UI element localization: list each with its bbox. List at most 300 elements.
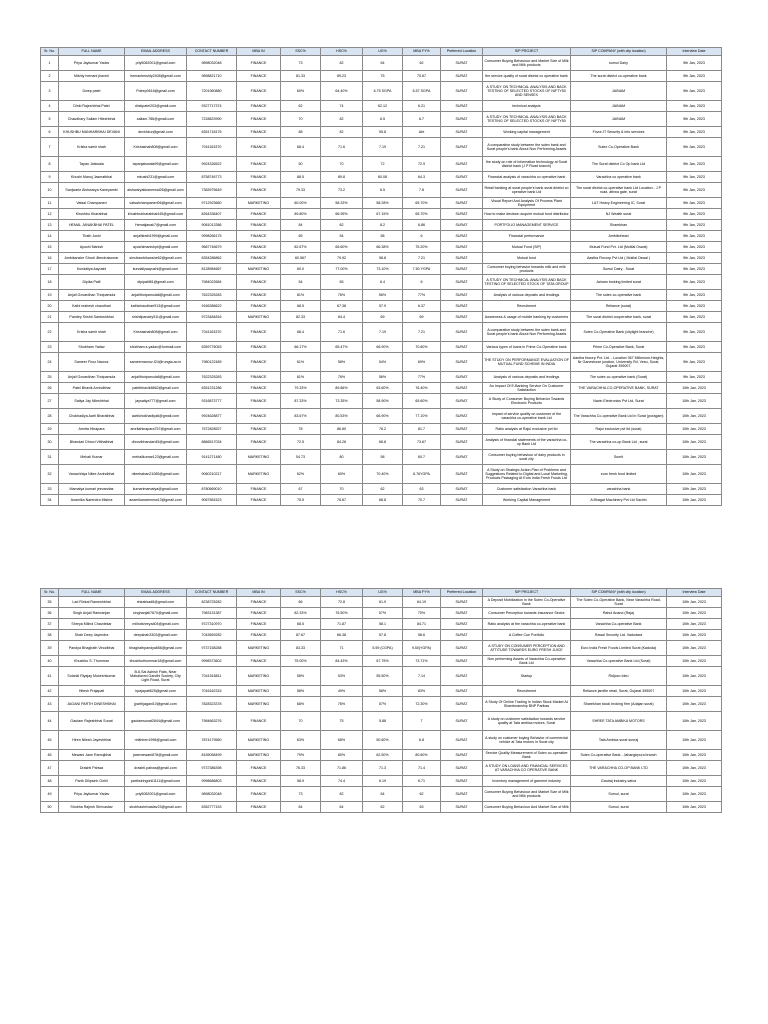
cell-sr-no: 28 — [41, 409, 59, 424]
cell-hsc-percent: 65.47% — [321, 342, 363, 353]
cell-ssc-percent: 66.17% — [281, 342, 321, 353]
cell-mba-fy-percent: 7.14 — [403, 667, 441, 686]
cell-ug-percent: 6.5 — [363, 112, 403, 127]
cell-full-name: Dipika Patil — [59, 275, 125, 290]
cell-contact-number: 8866517034 — [187, 435, 237, 450]
cell-hsc-percent: 64 — [321, 802, 363, 813]
cell-interview-date: 10th Jan, 2023 — [667, 712, 722, 731]
cell-hsc-percent: 54 — [321, 231, 363, 242]
cell-full-name: Anjali Govardhan Thotpamula — [59, 372, 125, 383]
cell-sip-project: A Study of Consumer Buying Behavior Towards Electronic Products — [483, 394, 571, 409]
cell-full-name: Chokhadiya Aarti Bharatbhai — [59, 409, 125, 424]
cell-sr-no: 46 — [41, 750, 59, 761]
table-row — [41, 686, 722, 697]
cell-preferred-location: SURAT — [441, 253, 483, 264]
cell-mba-in: FINANCE — [237, 630, 281, 641]
header-interview-date: Interview Date — [667, 48, 722, 56]
cell-preferred-location: SURAT — [441, 183, 483, 198]
table-row — [41, 242, 722, 253]
cell-interview-date: 10th Jan, 2023 — [667, 686, 722, 697]
cell-sip-company: The surat district co-operative bank Ltd Location - J P road, athwa gate, surat — [571, 183, 667, 198]
cell-full-name: Drashti Pahwa — [59, 761, 125, 776]
cell-interview-date: 10th Jan, 2023 — [667, 641, 722, 656]
cell-full-name: Dwep patel — [59, 82, 125, 101]
cell-preferred-location: SURAT — [441, 264, 483, 275]
cell-ug-percent: 6.5 — [363, 183, 403, 198]
cell-email-address: amritahinapara757@gmail.com — [125, 424, 187, 435]
table-row — [41, 761, 722, 776]
cell-sip-company: The sutex co-operative bank (Surat) — [571, 372, 667, 383]
cell-interview-date: 9th Jan, 2023 — [667, 323, 722, 342]
cell-email-address: aishwaryakkanerwal26@gmail.com — [125, 183, 187, 198]
table-row — [41, 597, 722, 608]
table-row — [41, 231, 722, 242]
cell-contact-number: 9712923660 — [187, 198, 237, 209]
table-row — [41, 372, 722, 383]
cell-preferred-location: SURAT — [441, 198, 483, 209]
cell-sip-company: Varachha Co-operative Bank Ltd (Surat) — [571, 656, 667, 667]
cell-email-address: anamikanarenmw13@gmail.com — [125, 495, 187, 506]
cell-interview-date: 10th Jan, 2023 — [667, 409, 722, 424]
cell-sip-project: Service Quality Measurement of Sutex co-operative Bank — [483, 750, 571, 761]
cell-interview-date: 9th Jan, 2023 — [667, 56, 722, 71]
cell-full-name: Lad Rinkal Rameshbhai — [59, 597, 125, 608]
cell-full-name: Mewani Jane Ramujbhai — [59, 750, 125, 761]
table-row — [41, 495, 722, 506]
cell-hsc-percent: 80 — [321, 450, 363, 465]
cell-full-name: HEMAL JANAKBHAI PATEL — [59, 220, 125, 231]
cell-preferred-location: SURAT — [441, 686, 483, 697]
cell-email-address: sailam.786@gmail.com — [125, 112, 187, 127]
cell-sr-no: 1 — [41, 56, 59, 71]
table-row — [41, 802, 722, 813]
cell-interview-date: 9th Jan, 2023 — [667, 127, 722, 138]
cell-ug-percent: 57% — [363, 697, 403, 712]
cell-ssc-percent: 66 — [281, 597, 321, 608]
table-row — [41, 712, 722, 731]
cell-preferred-location: SURAT — [441, 323, 483, 342]
cell-preferred-location: SURAT — [441, 394, 483, 409]
cell-interview-date: 10th Jan, 2023 — [667, 465, 722, 484]
cell-mba-in: FINANCE — [237, 424, 281, 435]
cell-hsc-percent: 58.33% — [321, 198, 363, 209]
cell-sip-company: Sutex Co-Operative Bank — [571, 138, 667, 157]
cell-ssc-percent: 68.5 — [281, 619, 321, 630]
cell-sr-no: 50 — [41, 802, 59, 813]
cell-sip-company: Fovor-IT Security & info services — [571, 127, 667, 138]
cell-ssc-percent: 75.00% — [281, 656, 321, 667]
cell-hsc-percent: 76% — [321, 290, 363, 301]
table-row — [41, 750, 722, 761]
cell-mba-in: FINANCE — [237, 597, 281, 608]
cell-email-address: parthsinhgohil1111@gmail.com — [125, 776, 187, 787]
cell-preferred-location: SURAT — [441, 312, 483, 323]
cell-sr-no: 20 — [41, 301, 59, 312]
cell-mba-fy-percent: 58.6 — [403, 630, 441, 641]
cell-mba-in: MARKETING — [237, 667, 281, 686]
cell-sip-company: Sharekhan stock broking firm (Adajan surat) — [571, 697, 667, 712]
cell-interview-date: 9th Jan, 2023 — [667, 290, 722, 301]
header-full-name: FULL NAME — [59, 589, 125, 597]
cell-ug-percent: 66.90% — [363, 409, 403, 424]
cell-contact-number: 7383975649 — [187, 183, 237, 198]
cell-sip-project: Awareness & usage of mobile banking by customers — [483, 312, 571, 323]
cell-hsc-percent: 65.60% — [321, 242, 363, 253]
cell-email-address: patelbhavik8662@gmail.com — [125, 383, 187, 394]
cell-mba-in: FINANCE — [237, 776, 281, 787]
table-row — [41, 127, 722, 138]
cell-full-name: Gautam Rajeshbhai Sunat — [59, 712, 125, 731]
table-row — [41, 776, 722, 787]
cell-sip-company: Aastha fincorp Pvt. Ltd. - Location 367 Millenium-Heights, Nr Ganeshwar junction, University Rd, Vesu, Surat, Gujarat 395007. — [571, 353, 667, 372]
table-row — [41, 630, 722, 641]
cell-sip-project: A Deposit Mobilization in the Sutex Co-Operative Bank — [483, 597, 571, 608]
cell-ug-percent: 63.60% — [363, 383, 403, 394]
cell-sip-project: Consumer Buying Behaviour And Market Size of Milk — [483, 802, 571, 813]
cell-full-name: Shreya Milind Chavdekar — [59, 619, 125, 630]
cell-sr-no: 26 — [41, 383, 59, 394]
cell-hsc-percent: 86.80 — [321, 424, 363, 435]
cell-hsc-percent: 71 — [321, 641, 363, 656]
table-row — [41, 275, 722, 290]
cell-sip-company: Varachha Co-operative Bank — [571, 619, 667, 630]
cell-sip-project: THE STUDY ON PERFORMANCE EVALUATION OF MUTUAL FUND SCHEME IN INDIA — [483, 353, 571, 372]
cell-mba-fy-percent: 77% — [403, 290, 441, 301]
cell-mba-in: FINANCE — [237, 712, 281, 731]
cell-ug-percent: 6.4 — [363, 275, 403, 290]
cell-preferred-location: SURAT — [441, 112, 483, 127]
header-sip-company: SIP COMPANY (with city location) — [571, 48, 667, 56]
cell-preferred-location: SURAT — [441, 242, 483, 253]
cell-sr-no: 11 — [41, 198, 59, 209]
cell-email-address: kundaliyaayushi@gmail.com — [125, 264, 187, 275]
cell-email-address: shrutiambikanshe62@gmail.com — [125, 253, 187, 264]
cell-mba-fy-percent: 6.71 — [403, 776, 441, 787]
cell-hsc-percent: 82 — [321, 127, 363, 138]
cell-ug-percent: 70.40% — [363, 465, 403, 484]
cell-email-address: janemewani878@gmail.com — [125, 750, 187, 761]
cell-interview-date: 10th Jan, 2023 — [667, 667, 722, 686]
cell-sr-no: 38 — [41, 630, 59, 641]
cell-email-address: priy5082001@gmail.com — [125, 787, 187, 802]
cell-sip-project: Customer satisfaction Varachha bank — [483, 484, 571, 495]
cell-mba-fy-percent: 6.8 — [403, 731, 441, 750]
cell-sip-company: Ambitiohead — [571, 231, 667, 242]
cell-ssc-percent: 84 — [281, 220, 321, 231]
cell-mba-in: FINANCE — [237, 231, 281, 242]
cell-contact-number: 7041163370 — [187, 138, 237, 157]
cell-interview-date: 9th Jan, 2023 — [667, 138, 722, 157]
cell-hsc-percent: 58% — [321, 353, 363, 372]
cell-email-address: khushbukharabhai445@gmail.com — [125, 209, 187, 220]
cell-mba-in: FINANCE — [237, 435, 281, 450]
cell-hsc-percent: 64.40% — [321, 82, 363, 101]
cell-sip-project: An Impact Of E-Banking Service On Customer Satisfaction — [483, 383, 571, 394]
cell-ug-percent: 67.75% — [363, 656, 403, 667]
cell-sr-no: 39 — [41, 641, 59, 656]
cell-email-address: shobhashrivastav23@gmail.com — [125, 802, 187, 813]
cell-ssc-percent: 58% — [281, 686, 321, 697]
cell-mba-in: MARKETING — [237, 641, 281, 656]
cell-sip-company: SHREE TATA AMBIKA MOTORS — [571, 712, 667, 731]
cell-contact-number: 6351231286 — [187, 383, 237, 394]
cell-hsc-percent: 73.35% — [321, 394, 363, 409]
table-row — [41, 138, 722, 157]
cell-interview-date: 9th Jan, 2023 — [667, 172, 722, 183]
cell-ug-percent: 54% — [363, 353, 403, 372]
cell-contact-number: 7984663276 — [187, 712, 237, 731]
header-sr-no: Sr. No. — [41, 48, 59, 56]
cell-email-address: rinkalrkad8@gmail.com — [125, 597, 187, 608]
cell-sip-company: Ridjoco Ideu — [571, 667, 667, 686]
cell-sip-company: Tata Ambica surat sunraj — [571, 731, 667, 750]
cell-hsc-percent: 75.50% — [321, 608, 363, 619]
cell-mba-in: FINANCE — [237, 157, 281, 172]
cell-ug-percent: 68.8 — [363, 435, 403, 450]
cell-full-name: Vanachhiya Nitee Arvindbhai — [59, 465, 125, 484]
cell-hsc-percent: 74.4 — [321, 776, 363, 787]
cell-email-address: Pdeep0618@gmail.com — [125, 82, 187, 101]
cell-mba-fy-percent: 62 — [403, 787, 441, 802]
cell-sip-project: Working Capital Management — [483, 495, 571, 506]
cell-email-address: anjalithotpamula6@gmail.com — [125, 372, 187, 383]
cell-full-name: Shobha Rajesh Shrivastav — [59, 802, 125, 813]
header-mba-in: MBA IN — [237, 589, 281, 597]
cell-sip-project: Non performing Assets of Varachha Co-operative Bank Ltd — [483, 656, 571, 667]
cell-full-name: KHUSHBU MANHARBHAI DEVANI — [59, 127, 125, 138]
cell-ssc-percent: 73 — [281, 787, 321, 802]
cell-contact-number: 9898821710 — [187, 71, 237, 82]
header-hsc-percent: HSC% — [321, 589, 363, 597]
cell-sip-project: A study on customer buying Behavior of commercial vehicle at Tata motors in Surat city — [483, 731, 571, 750]
header-ssc-percent: SSC% — [281, 48, 321, 56]
cell-sr-no: 45 — [41, 731, 59, 750]
cell-ug-percent: 57.8 — [363, 630, 403, 641]
cell-mba-fy-percent: 70% — [403, 608, 441, 619]
cell-ug-percent: 6.75 SGPA — [363, 82, 403, 101]
cell-contact-number: 9737386398 — [187, 761, 237, 776]
table-row — [41, 157, 722, 172]
cell-sr-no: 42 — [41, 686, 59, 697]
cell-preferred-location: SURAT — [441, 776, 483, 787]
cell-sr-no: 22 — [41, 323, 59, 342]
cell-contact-number: 9141271480 — [187, 450, 237, 465]
cell-preferred-location: SURAT — [441, 56, 483, 71]
cell-hsc-percent: 89.23 — [321, 71, 363, 82]
cell-preferred-location: SURAT — [441, 172, 483, 183]
cell-contact-number: 7984022684 — [187, 275, 237, 290]
cell-full-name: Parth Dilipsinh Gohil — [59, 776, 125, 787]
cell-interview-date: 10th Jan, 2023 — [667, 394, 722, 409]
cell-mba-fy-percent: 80.60% — [403, 750, 441, 761]
cell-mba-fy-percent: 70.7 — [403, 495, 441, 506]
cell-ug-percent: 58.8 — [363, 253, 403, 264]
cell-preferred-location: SURAT — [441, 619, 483, 630]
cell-sr-no: 35 — [41, 597, 59, 608]
cell-mba-fy-percent: 7.21 — [403, 323, 441, 342]
cell-sr-no: 13 — [41, 220, 59, 231]
cell-ssc-percent: 81% — [281, 290, 321, 301]
table-row — [41, 450, 722, 465]
cell-sr-no: 2 — [41, 71, 59, 82]
cell-email-address: bhagirathpandya666@gmail.com — [125, 641, 187, 656]
cell-sr-no: 24 — [41, 353, 59, 372]
cell-sip-company: Rahul Anand (Raja) — [571, 608, 667, 619]
cell-mba-fy-percent: 7.21 — [403, 138, 441, 157]
cell-ug-percent: 62.12 — [363, 101, 403, 112]
cell-full-name: Chaudhary Sailam Hiteshbhai — [59, 112, 125, 127]
cell-mba-fy-percent: 83% — [403, 686, 441, 697]
cell-hsc-percent: 84.4 — [321, 312, 363, 323]
table-row — [41, 82, 722, 101]
cell-sip-project: A STUDY ON TECHNICAL ANALYSIS AND BACK TESTING OF SELECTED STOCKS OF NIFTY50 — [483, 112, 571, 127]
cell-mba-fy-percent: 60.7 — [403, 450, 441, 465]
cell-ssc-percent: 60.0 — [281, 264, 321, 275]
cell-ug-percent: 58 — [363, 450, 403, 465]
cell-interview-date: 9th Jan, 2023 — [667, 342, 722, 353]
cell-sip-company: Mutual Fund Pvt. Ltd (Motilal Oswal) — [571, 242, 667, 253]
cell-contact-number: 8238725282 — [187, 597, 237, 608]
cell-mba-fy-percent: 84.71 — [403, 619, 441, 630]
cell-interview-date: 9th Jan, 2023 — [667, 353, 722, 372]
cell-sip-company: JAINAM — [571, 112, 667, 127]
cell-email-address: deepshah3303@gmail.com — [125, 630, 187, 641]
cell-ssc-percent: 82.67% — [281, 242, 321, 253]
cell-ug-percent: 62 — [363, 484, 403, 495]
cell-hsc-percent: 49% — [321, 686, 363, 697]
cell-sip-project: Startup — [483, 667, 571, 686]
cell-full-name: Ayushi Manish — [59, 242, 125, 253]
cell-mba-in: FINANCE — [237, 56, 281, 71]
cell-interview-date: 10th Jan, 2023 — [667, 656, 722, 667]
table-row — [41, 253, 722, 264]
cell-preferred-location: SURAT — [441, 157, 483, 172]
cell-sr-no: 29 — [41, 424, 59, 435]
cell-preferred-location: SURAT — [441, 101, 483, 112]
header-row — [41, 589, 722, 597]
cell-email-address: Hemaljanak7@gmail.com — [125, 220, 187, 231]
cell-sip-company: Sumul, surat — [571, 802, 667, 813]
cell-ug-percent: 69 — [363, 312, 403, 323]
cell-ssc-percent: 60% — [281, 82, 321, 101]
cell-mba-in: FINANCE — [237, 138, 281, 157]
cell-sip-company: euro fresh food limited — [571, 465, 667, 484]
cell-mba-in: FINANCE — [237, 372, 281, 383]
cell-interview-date: 9th Jan, 2023 — [667, 253, 722, 264]
cell-mba-fy-percent: 7.8 — [403, 183, 441, 198]
cell-ug-percent: 57.9 — [363, 301, 403, 312]
cell-ssc-percent: 63% — [281, 731, 321, 750]
cell-mba-in: FINANCE — [237, 383, 281, 394]
table-row — [41, 787, 722, 802]
cell-sip-project: PORTFOLIO MANAGEMENT SERVICE — [483, 220, 571, 231]
cell-mba-fy-percent: 6 — [403, 275, 441, 290]
cell-sip-project: Recruitment — [483, 301, 571, 312]
cell-mba-fy-percent: 7 — [403, 712, 441, 731]
cell-sr-no: 14 — [41, 231, 59, 242]
cell-sip-company: The Surat district Co Op bank Ltd — [571, 157, 667, 172]
cell-ug-percent: 58.1 — [363, 619, 403, 630]
cell-preferred-location: SURAT — [441, 138, 483, 157]
cell-mba-fy-percent: 64.3 — [403, 172, 441, 183]
cell-sip-project: Financial analysis of varachha co operative bank — [483, 172, 571, 183]
header-preferred-location: Preferred Location — [441, 48, 483, 56]
cell-mba-in: FINANCE — [237, 394, 281, 409]
cell-hsc-percent: 74 — [321, 101, 363, 112]
cell-ssc-percent: 79.33 — [281, 183, 321, 198]
cell-sip-project: Consumer Buying Behaviour and Market Size of Milk and Milk products — [483, 787, 571, 802]
cell-preferred-location: SURAT — [441, 802, 483, 813]
cell-sr-no: 6 — [41, 127, 59, 138]
cell-mba-in: FINANCE — [237, 82, 281, 101]
table-row — [41, 656, 722, 667]
cell-sip-project: Consumer Buying Behaviour and Market Size of Milk and Milk products — [483, 56, 571, 71]
cell-sip-company: The surat district co-operative bank — [571, 71, 667, 82]
cell-mba-fy-percent: 6.7 — [403, 112, 441, 127]
cell-preferred-location: SURAT — [441, 656, 483, 667]
cell-contact-number: 6354286862 — [187, 253, 237, 264]
cell-full-name: Mehali Kumar — [59, 450, 125, 465]
cell-sip-company: JAINAM — [571, 82, 667, 101]
cell-contact-number: 7041163370 — [187, 323, 237, 342]
cell-hsc-percent: 70 — [321, 157, 363, 172]
cell-full-name: Krisha samir shah — [59, 138, 125, 157]
cell-sip-company: Gautraj industry-vatva — [571, 776, 667, 787]
cell-preferred-location: SURAT — [441, 484, 483, 495]
cell-contact-number: 9898032048 — [187, 56, 237, 71]
cell-mba-fy-percent: 81.7 — [403, 424, 441, 435]
table-row — [41, 172, 722, 183]
cell-contact-number: 8264336407 — [187, 209, 237, 220]
cell-preferred-location: SURAT — [441, 275, 483, 290]
table-row — [41, 220, 722, 231]
cell-mba-in: FINANCE — [237, 301, 281, 312]
cell-ssc-percent: 64 — [281, 802, 321, 813]
cell-contact-number: 6351718176 — [187, 127, 237, 138]
header-ssc-percent: SSC% — [281, 589, 321, 597]
cell-sip-project: Visual Report And Analysis Of Process Plant Equipment — [483, 198, 571, 209]
cell-ssc-percent: 89.80% — [281, 209, 321, 220]
cell-email-address: srishtipandey911@gmail.com — [125, 312, 187, 323]
cell-ssc-percent: 68% — [281, 697, 321, 712]
cell-ug-percent: 64 — [363, 787, 403, 802]
cell-sr-no: 31 — [41, 450, 59, 465]
cell-sr-no: 40 — [41, 656, 59, 667]
cell-hsc-percent: 71.6 — [321, 323, 363, 342]
cell-contact-number: 6352777153 — [187, 802, 237, 813]
cell-hsc-percent: 72.8 — [321, 597, 363, 608]
header-mba-in: MBA IN — [237, 48, 281, 56]
cell-full-name: Priya Jaykumar Yadav — [59, 787, 125, 802]
cell-mba-in: FINANCE — [237, 127, 281, 138]
cell-full-name: Vatsal Champaneri — [59, 198, 125, 209]
cell-hsc-percent: 82 — [321, 112, 363, 127]
cell-preferred-location: SURAT — [441, 641, 483, 656]
cell-ug-percent: 8.2 — [363, 220, 403, 231]
cell-contact-number: 9898032048 — [187, 787, 237, 802]
cell-email-address: tapanjaiswala99@gmail.com — [125, 157, 187, 172]
cell-mba-fy-percent: 64.19 — [403, 597, 441, 608]
cell-email-address: Krishashah808@gmail.com — [125, 323, 187, 342]
cell-mba-fy-percent: 65.70% — [403, 209, 441, 220]
table-row — [41, 667, 722, 686]
cell-ug-percent: 62 — [363, 802, 403, 813]
cell-preferred-location: SURAT — [441, 712, 483, 731]
cell-contact-number: 7983131387 — [187, 608, 237, 619]
cell-sip-company: Sumul Dairy - Surat — [571, 264, 667, 275]
cell-mba-in: FINANCE — [237, 172, 281, 183]
cell-interview-date: 9th Jan, 2023 — [667, 231, 722, 242]
